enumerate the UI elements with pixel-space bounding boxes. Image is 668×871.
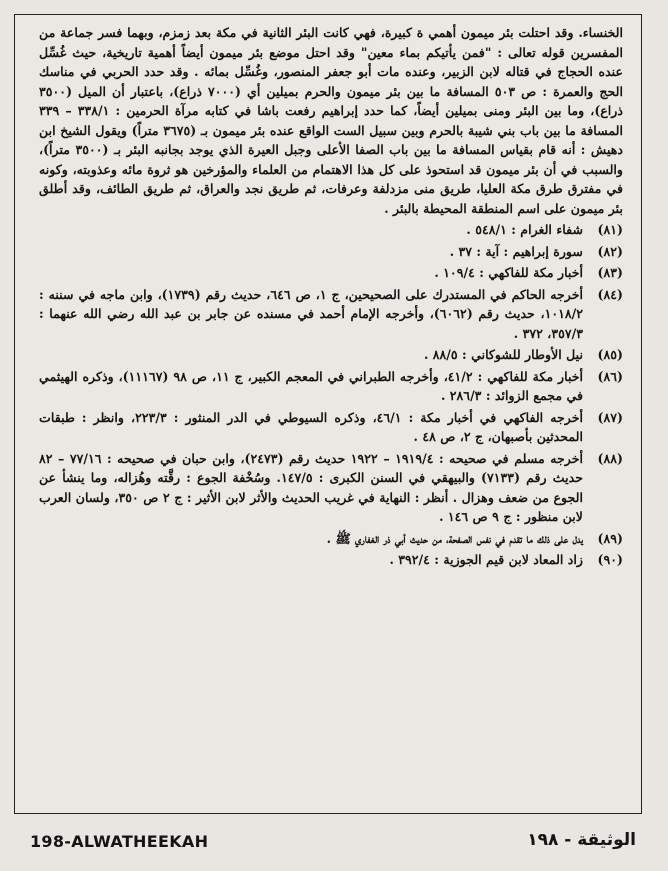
footnote [39,449,623,527]
footnote [39,408,623,447]
footnote-number: (٨٥) [597,347,623,362]
page-content [39,23,623,570]
footnote-text: أخرجه مسلم في صحيحه : ١٩١٩/٤ – ١٩٢٢ حديث رقم (٢٤٧٣)، وابن حبان في صحيحه : ٧٧/١٦ – ٨٢ حديث رقم (٧١٣٣) والبيهقي في السنن الكبرى : ١٤٧/٥. وسُخْفة الجوع : رقَّته وهُزاله، وما ينشأ عن الجوع من ضعف وهزال . أنظر : النهاية في غريب الحديث والأثر لابن الأثير : ج ٢ ص ٣٥٠، ولسان العرب لابن منظور : ج ٩ ص ١٤٦ . [39,450,584,524]
footnote [39,367,623,406]
footnote-text: شفاء الغرام : ٥٤٨/١ . [466,222,583,237]
footnote-number: (٨٤) [597,286,623,302]
footnote-text: أخبار مكة للفاكهي : ١٠٩/٤ . [434,265,583,280]
page-frame [14,14,642,814]
footnote-number: (٨٧) [597,409,623,425]
footnote [39,345,623,365]
footnote [39,220,623,240]
footnote-text: نيل الأوطار للشوكاني : ٨٨/٥ . [423,347,583,362]
footnote-number: (٩٠) [597,552,623,567]
footnote [39,529,623,549]
footnote [39,242,623,262]
footnote-text: أخبار مكة للفاكهي : ٤١/٢، وأخرجه الطبراني في المعجم الكبير، ج ١١، ص ٩٨ (١١١٦٧)، وذكره الهيثمي في مجمع الزوائد : ٢٨٦/٣ . [39,368,584,403]
footnote-number: (٨٦) [597,368,623,384]
footnote-text: أخرجه الفاكهي في أخبار مكة : ٤٦/١، وذكره السيوطي في الدر المنثور : ٢٢٣/٣، وانظر : طبقات المحدثين بأصبهان، ج ٢، ص ٤٨ . [39,409,583,444]
footnote [39,285,623,344]
main-paragraph: الخنساء. وقد احتلت بئر ميمون أهمي ة كبيرة، فهي كانت البئر الثانية في مكة بعد زمزم، وبهما فسر جماعة من المفسرين قوله تعالى : "فمن يأتيكم بماء معين" وقد احتل موضع بئر ميمون أيضاً أهمية تاريخية، حيث غُسِّل عنده الحجاج في قتاله لابن الزبير، وعنده مات أبو جعفر المنصور، وغُسِّل بمائه . وقد حدد الحربي في مناسك الحج والعمرة : ص ٥٠٣ المسافة ما بين بئر ميمون والحرم بميلين أي (٧٠٠٠ ذراع)، باعتبار أن الميل (٣٥٠٠ ذراع)، وما بين البئر ومنى بميلين أيضاً، كما حدد إبراهيم رفعت باشا في كتابه مرآة الحرمين : ٣٣٨/١ – ٣٣٩ المسافة ما بين باب بني شيبة بالحرم وبين سبيل الست الواقع عنده بئر ميمون بـ (٣٦٧٥ متراً) ويقول الشيخ ابن دهيش : أنه قام بقياس المسافة ما بين باب الصفا الأعلى وجبل العيرة الذي يوجد بجانبه البئر بـ (٣٥٠٠ متراً)، والسبب في أن بئر ميمون قد استحوذ على كل هذا الاهتمام من العلماء والمؤرخين هو ثروة مائه وعذوبته، وكونه في مفترق طرق مكة العليا، طريق منى مزدلفة وعرفات، ثم طريق نجد والعراق، ثم طريق الطائف، وقد أطلق بئر ميمون على اسم المنطقة المحيطة بالبئر . [39,25,624,216]
footnote [39,550,623,570]
footnote [39,263,623,283]
footnote-text: يدل على ذلك ما تقدم في نفس الصفحة، من حديث أبي ذر الغفاري ﷺ . [326,530,583,546]
footer-page-label-latin: 198-ALWATHEEKAH [30,832,209,851]
footnote-number: (٨٢) [597,243,623,259]
footnote-number: (٨١) [597,222,623,237]
footer-page-label-arabic: الوثيقة - ١٩٨ [527,830,636,850]
footnote-text: سورة إبراهيم : آية : ٣٧ . [449,243,583,259]
footnote-text: زاد المعاد لابن قيم الجوزية : ٣٩٢/٤ . [389,552,583,567]
footnote-number: (٨٨) [597,450,623,466]
footnote-number: (٨٩) [597,530,623,546]
footnote-text: أخرجه الحاكم في المستدرك على الصحيحين، ج ١، ص ٦٤٦، حديث رقم (١٧٣٩)، وابن ماجه في سننه : ١٠١٨/٢، حديث رقم (٦٠٦٢)، وأخرجه الإمام أحمد في مسنده عن جابر بن عبد الله رضي الله عنهما : ٣٥٧/٣، ٣٧٢ . [39,286,584,341]
footnote-number: (٨٣) [597,265,623,280]
